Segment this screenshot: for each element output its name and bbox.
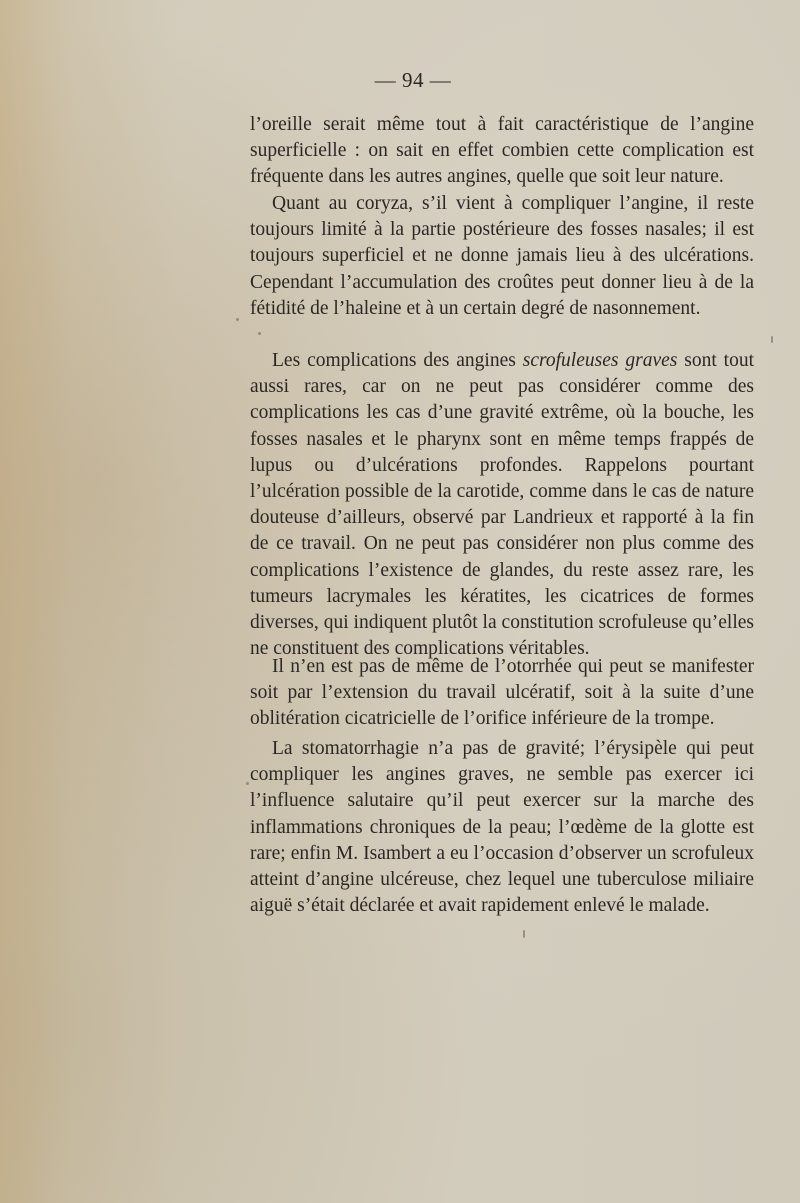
paper-speck <box>523 930 525 938</box>
paper-speck <box>771 336 773 343</box>
paragraph-3-rest: sont tout aussi rares, car on ne peut pas considérer comme des complications les cas d’une gravité extrême, où la bouche, les fosses nasales et le pharynx sont en même temps frappés de lupus ou d’ulcérations profondes. Rappelons pourtant l’ulcération possible de la carotide, comme dans le cas de nature douteuse d’ailleurs, observé par Landrieux et rapporté à la fin de ce travail. On ne peut pas considérer non plus comme des complications l’existence de glandes, du reste assez rare, les tumeurs lacrymales les kératites, les cicatrices de formes diverses, qui indiquent plutôt la constitution scrofuleuse qu’elles ne constituent des complications véritables. <box>250 350 755 660</box>
paragraph-2-text: Quant au coryza, s’il vient à compliquer l’angine, il reste toujours limité à la partie postérieure des fosses nasales; il est toujours superficiel et ne donne jamais lieu à des ulcérations. Cependant l’accumulation des croûtes peut donner lieu à de la fétidité de l’haleine et à un certain degré de nasonnement. <box>250 193 754 319</box>
paragraph-4-text: Il n’en est pas de même de l’otorrhée qui peut se manifester soit par l’extension du travail ulcératif, soit à la suite d’une oblitération cicatricielle de l’orifice inférieure de la trompe. <box>250 656 754 730</box>
page-number: — 94 — <box>374 68 452 92</box>
paragraph-5-text: La stomatorrhagie n’a pas de gravité; l’érysipèle qui peut compliquer les angines graves, ne semble pas exercer ici l’influence salutaire qu’il peut exercer sur la marche des inflammations chroniques de la peau; l’œdème de la glotte est rare; enfin M. Isambert a eu l’occasion d’observer un scrofuleux atteint d’angine ulcéreuse, chez lequel une tuberculose miliaire aiguë s’était déclarée et avait rapidement enlevé le malade. <box>250 738 754 917</box>
paper-speck <box>258 332 261 335</box>
paragraph-2 <box>250 191 754 322</box>
paragraph-1 <box>250 112 754 191</box>
paper-speck <box>246 782 249 785</box>
paragraph-3 <box>250 348 754 662</box>
paragraph-5 <box>250 736 754 919</box>
paragraph-3-lead: Les complications des angines <box>272 350 523 371</box>
paragraph-3-text <box>250 348 754 662</box>
paragraph-3-italic: scrofuleuses graves <box>522 350 678 371</box>
paragraph-1-text: l’oreille serait même tout à fait caractéristique de l’angine superficielle : on sait en effet combien cette complication est fréquente dans les autres angines, quelle que soit leur nature. <box>250 114 754 188</box>
paper-speck <box>236 318 239 321</box>
paragraph-4 <box>250 654 754 733</box>
